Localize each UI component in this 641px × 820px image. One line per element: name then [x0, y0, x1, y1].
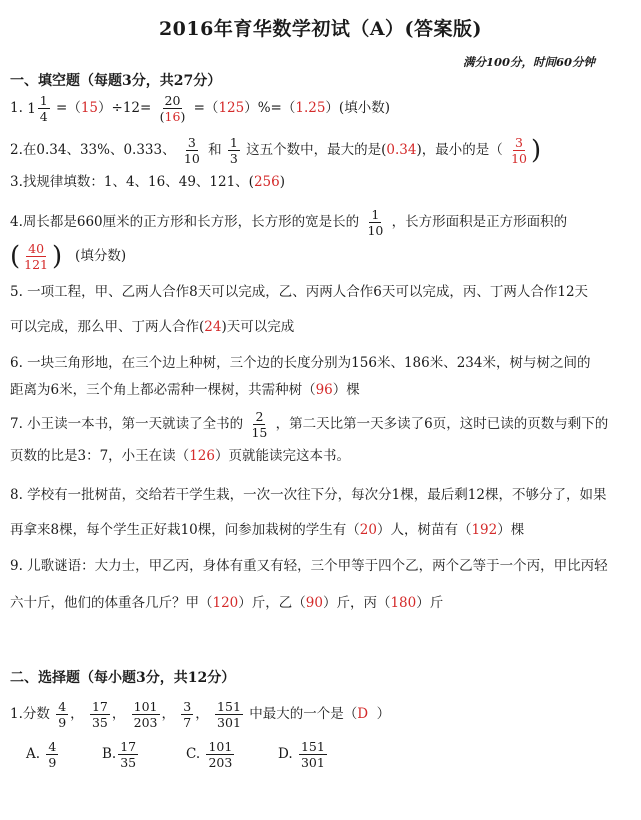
answer: 96	[315, 382, 333, 398]
choice-question-1: 1.分数 $\frac{4}{9}$ ， $\frac{17}{35}$ ， $\frac{101}{203}$ ， $\frac{3}{7}$ ， $\frac{151}{301}$ 中最大的一个是（D ）	[10, 699, 391, 731]
fraction: $\frac{4}{9}$	[48, 739, 57, 771]
option-a: A. $\frac{4}{9}$	[26, 739, 57, 771]
answer: 90	[305, 595, 323, 611]
fraction: $\frac{151}{301}$	[300, 739, 325, 771]
fraction: $\frac{3}{7}$	[183, 699, 192, 731]
fraction: $\frac{17}{35}$	[120, 739, 137, 771]
fraction: $\frac{2}{15}$	[251, 409, 268, 441]
answer: D	[357, 706, 369, 723]
option-d: D. $\frac{151}{301}$	[278, 739, 325, 771]
fraction: $\frac{101}{203}$	[133, 699, 158, 731]
question-8-line-2: 再拿来8棵，每个学生正好栽10棵，问参加栽树的学生有（20）人，树苗有（192）棵	[10, 522, 525, 538]
answer: 0.34	[386, 142, 417, 159]
fraction-answer: $\frac{40}{121}$	[24, 241, 49, 273]
question-8-line-1: 8. 学校有一批树苗，交给若干学生栽，一次一次往下分，每次分1棵，最后剩12棵，不够分了，如果	[10, 487, 607, 503]
mixed-number: 1 $\frac{1}{4}$	[27, 93, 48, 125]
fraction: $\frac{1}{4}$	[39, 93, 48, 125]
question-1: 1. 1 $\frac{1}{4}$ =（15）÷12= $\frac{20}{(16)}$ =（125）%=（1.25）(填小数)	[10, 93, 390, 125]
section-choice-title: 二、选择题（每小题3分，共12分）	[10, 670, 236, 686]
question-9-line-2: 六十斤，他们的体重各几斤？甲（120）斤，乙（90）斤，丙（180）斤	[10, 595, 444, 611]
question-4: 4.周长都是660厘米的正方形和长方形，长方形的宽是长的 $\frac{1}{10}$ ，长方形面积是正方形面积的	[10, 207, 568, 239]
fraction: $\frac{1}{3}$	[229, 135, 238, 167]
answer: 192	[471, 522, 498, 538]
fraction: $\frac{4}{9}$	[58, 699, 67, 731]
exam-title: 2016年育华数学初试（A）(答案版)	[158, 18, 483, 40]
section-fill-in-title: 一、填空题（每题3分，共27分）	[10, 73, 222, 89]
answer: 126	[189, 448, 215, 464]
question-5-line-2: 可以完成，那么甲、丁两人合作(24)天可以完成	[10, 319, 295, 335]
fraction-answer: $\frac{20}{(16)}$	[159, 93, 186, 125]
question-2: 2.在0.34、33%、0.333、 $\frac{3}{10}$ 和 $\frac{1}{3}$ 这五个数中，最大的是(0.34)，最小的是（ $\frac{3}{10}$ )	[10, 135, 542, 167]
exam-subtitle: 满分100分，时间60分钟	[462, 55, 595, 69]
option-b: B. $\frac{17}{35}$	[102, 739, 137, 771]
answer: 20	[359, 522, 377, 538]
question-9-line-1: 9. 儿歌谜语：大力士，甲乙丙，身体有重又有轻，三个甲等于四个乙，两个乙等于一个丙，甲比丙轻	[10, 558, 608, 574]
fraction: $\frac{1}{10}$	[367, 207, 384, 239]
question-3: 3.找规律填数：1、4、16、49、121、(256)	[10, 174, 286, 190]
question-6-line-1: 6. 一块三角形地，在三个边上种树，三个边的长度分别为156米、186米、234米，树与树之间的	[10, 355, 591, 371]
fraction: $\frac{101}{203}$	[208, 739, 233, 771]
question-7-line-2: 页数的比是3：7，小王在读（126）页就能读完这本书。	[10, 448, 350, 464]
fraction: $\frac{17}{35}$	[91, 699, 108, 731]
question-4-answer-line: ( $\frac{40}{121}$ ) (填分数)	[10, 241, 127, 273]
answer: 120	[212, 595, 239, 611]
option-c: C. $\frac{101}{203}$	[186, 739, 233, 771]
answer: 15	[80, 100, 99, 117]
fraction-answer: $\frac{3}{10}$	[511, 135, 527, 167]
answer: 180	[390, 595, 417, 611]
question-5-line-1: 5. 一项工程，甲、乙两人合作8天可以完成，乙、丙两人合作6天可以完成，丙、丁两人合作12天	[10, 284, 589, 300]
answer: 24	[204, 319, 222, 335]
question-7-line-1: 7. 小王读一本书，第一天就读了全书的 $\frac{2}{15}$ ，第二天比第一天多读了6页，这时已读的页数与剩下的	[10, 409, 609, 441]
answer: 125	[218, 100, 245, 117]
question-6-line-2: 距离为6米，三个角上都必需种一棵树，共需种树（96）棵	[10, 382, 360, 398]
fraction: $\frac{151}{301}$	[217, 699, 241, 731]
answer: 1.25	[295, 100, 326, 117]
answer: 256	[253, 174, 280, 190]
fraction: $\frac{3}{10}$	[183, 135, 200, 167]
